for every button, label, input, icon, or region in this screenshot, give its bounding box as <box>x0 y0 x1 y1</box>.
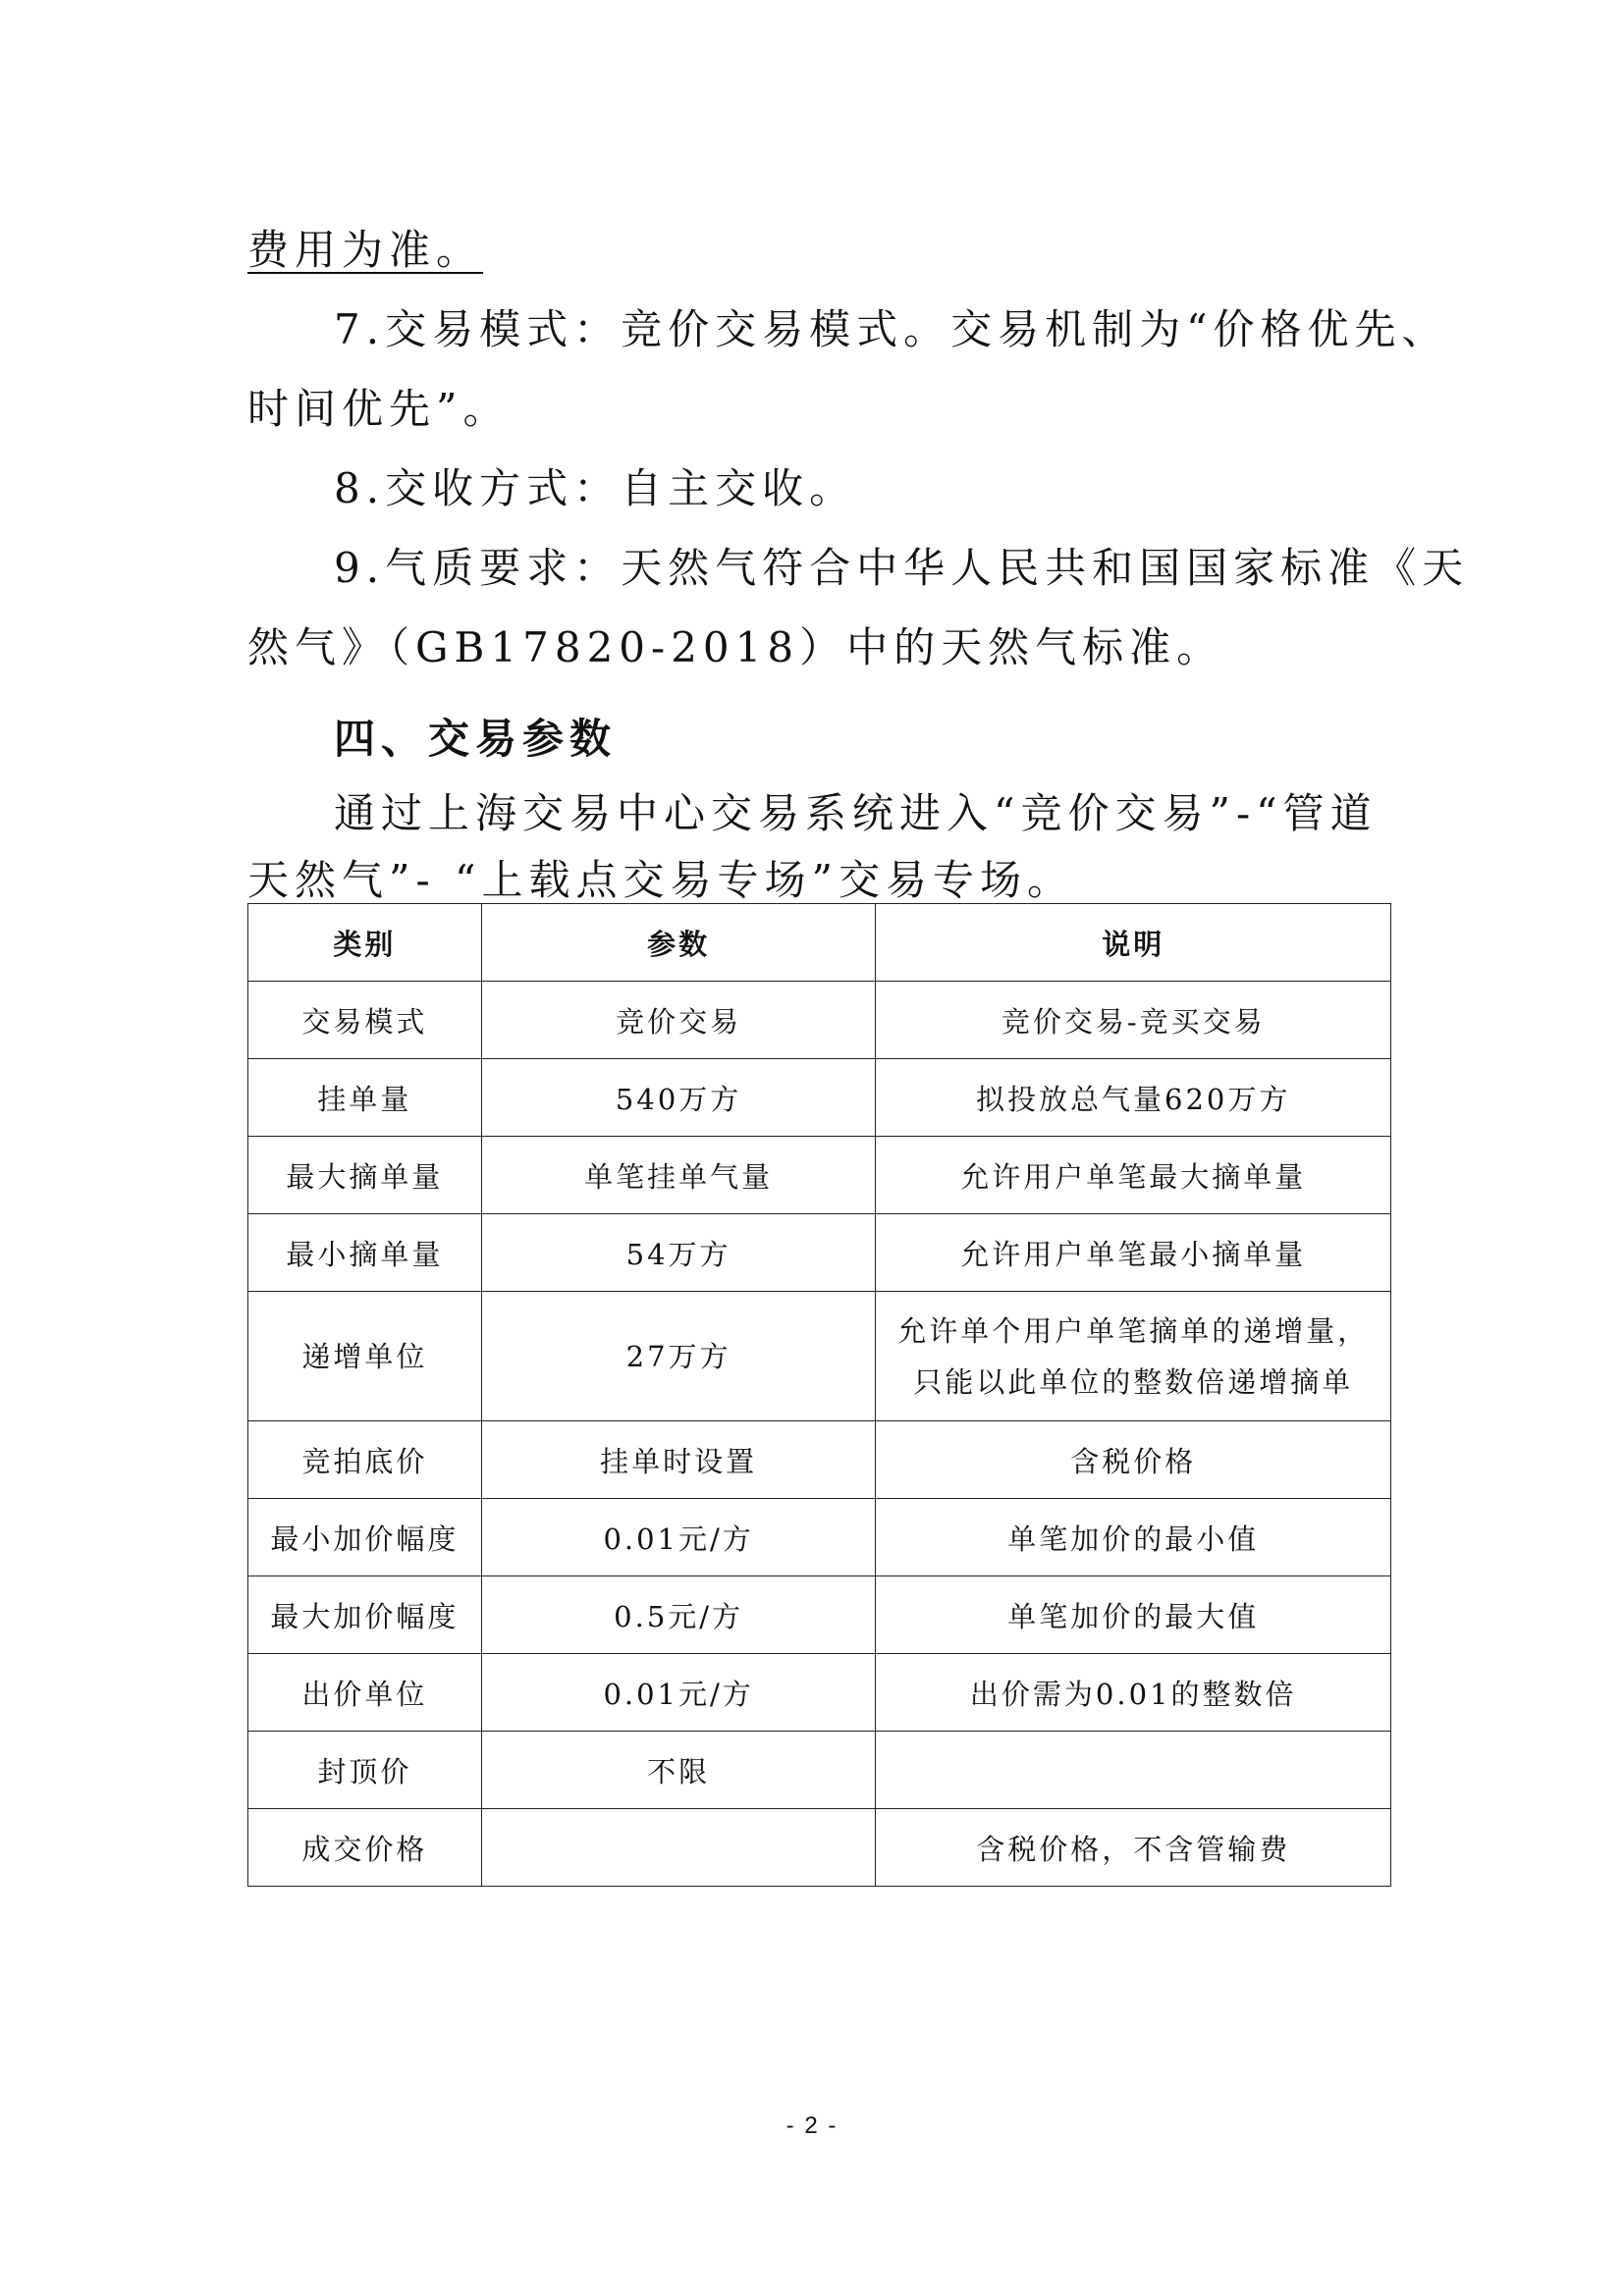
page-number: - 2 - <box>785 2112 839 2139</box>
paragraph-fee-continuation: 费用为准。 <box>247 226 484 274</box>
cell-category: 最小加价幅度 <box>248 1499 482 1576</box>
table-row <box>248 1499 1391 1576</box>
section-heading: 四、交易参数 <box>334 715 618 763</box>
cell-parameter: 竞价交易 <box>481 982 876 1059</box>
cell-parameter: 27万方 <box>481 1292 876 1421</box>
table-row <box>248 1292 1391 1421</box>
cell-category: 最大摘单量 <box>248 1137 482 1214</box>
cell-description: 单笔加价的最小值 <box>876 1499 1391 1576</box>
table-row <box>248 1137 1391 1214</box>
cell-parameter: 0.5元/方 <box>481 1576 876 1654</box>
section-intro-cont: 天然气”- “上载点交易专场”交易专场。 <box>247 856 1074 904</box>
cell-category: 成交价格 <box>248 1809 482 1887</box>
cell-category: 竞拍底价 <box>248 1421 482 1499</box>
table-row <box>248 1654 1391 1732</box>
cell-description: 竞价交易-竞买交易 <box>876 982 1391 1059</box>
cell-parameter: 0.01元/方 <box>481 1654 876 1732</box>
cell-description-line-1: 允许单个用户单笔摘单的递增量， <box>897 1313 1370 1348</box>
paragraph-gas-quality: 9.气质要求：天然气符合中华人民共和国国家标准《天 <box>334 544 1470 592</box>
cell-parameter: 挂单时设置 <box>481 1421 876 1499</box>
header-category: 类别 <box>248 904 482 982</box>
table-header-row <box>248 904 1391 982</box>
paragraph-trading-mode-cont: 时间优先”。 <box>247 385 511 433</box>
header-parameter: 参数 <box>481 904 876 982</box>
cell-description: 含税价格 <box>876 1421 1391 1499</box>
paragraph-delivery-method: 8.交收方式：自主交收。 <box>334 464 857 512</box>
cell-category: 出价单位 <box>248 1654 482 1732</box>
table-row <box>248 1576 1391 1654</box>
cell-description <box>876 1732 1391 1809</box>
cell-description-line-2: 只能以此单位的整数倍递增摘单 <box>913 1364 1354 1399</box>
cell-parameter: 54万方 <box>481 1214 876 1292</box>
header-description: 说明 <box>876 904 1391 982</box>
cell-description <box>876 1292 1391 1421</box>
cell-description: 允许用户单笔最大摘单量 <box>876 1137 1391 1214</box>
cell-parameter: 单笔挂单气量 <box>481 1137 876 1214</box>
cell-parameter: 不限 <box>481 1732 876 1809</box>
table-row <box>248 982 1391 1059</box>
cell-parameter: 0.01元/方 <box>481 1499 876 1576</box>
cell-category: 最大加价幅度 <box>248 1576 482 1654</box>
cell-description: 拟投放总气量620万方 <box>876 1059 1391 1137</box>
cell-description: 含税价格，不含管输费 <box>876 1809 1391 1887</box>
table-row <box>248 1809 1391 1887</box>
cell-category: 封顶价 <box>248 1732 482 1809</box>
table-row <box>248 1421 1391 1499</box>
cell-category: 最小摘单量 <box>248 1214 482 1292</box>
paragraph-trading-mode: 7.交易模式：竞价交易模式。交易机制为“价格优先、 <box>334 305 1449 353</box>
cell-parameter: 540万方 <box>481 1059 876 1137</box>
cell-category: 递增单位 <box>248 1292 482 1421</box>
cell-description: 出价需为0.01的整数倍 <box>876 1654 1391 1732</box>
table-row <box>248 1732 1391 1809</box>
cell-parameter <box>481 1809 876 1887</box>
cell-description: 允许用户单笔最小摘单量 <box>876 1214 1391 1292</box>
cell-category: 挂单量 <box>248 1059 482 1137</box>
table-row <box>248 1059 1391 1137</box>
section-intro: 通过上海交易中心交易系统进入“竞价交易”-“管道 <box>334 789 1378 837</box>
trading-parameters-table <box>247 903 1391 1887</box>
paragraph-gas-quality-cont: 然气》（GB17820-2018）中的天然气标准。 <box>247 623 1224 671</box>
table-row <box>248 1214 1391 1292</box>
cell-description: 单笔加价的最大值 <box>876 1576 1391 1654</box>
cell-category: 交易模式 <box>248 982 482 1059</box>
